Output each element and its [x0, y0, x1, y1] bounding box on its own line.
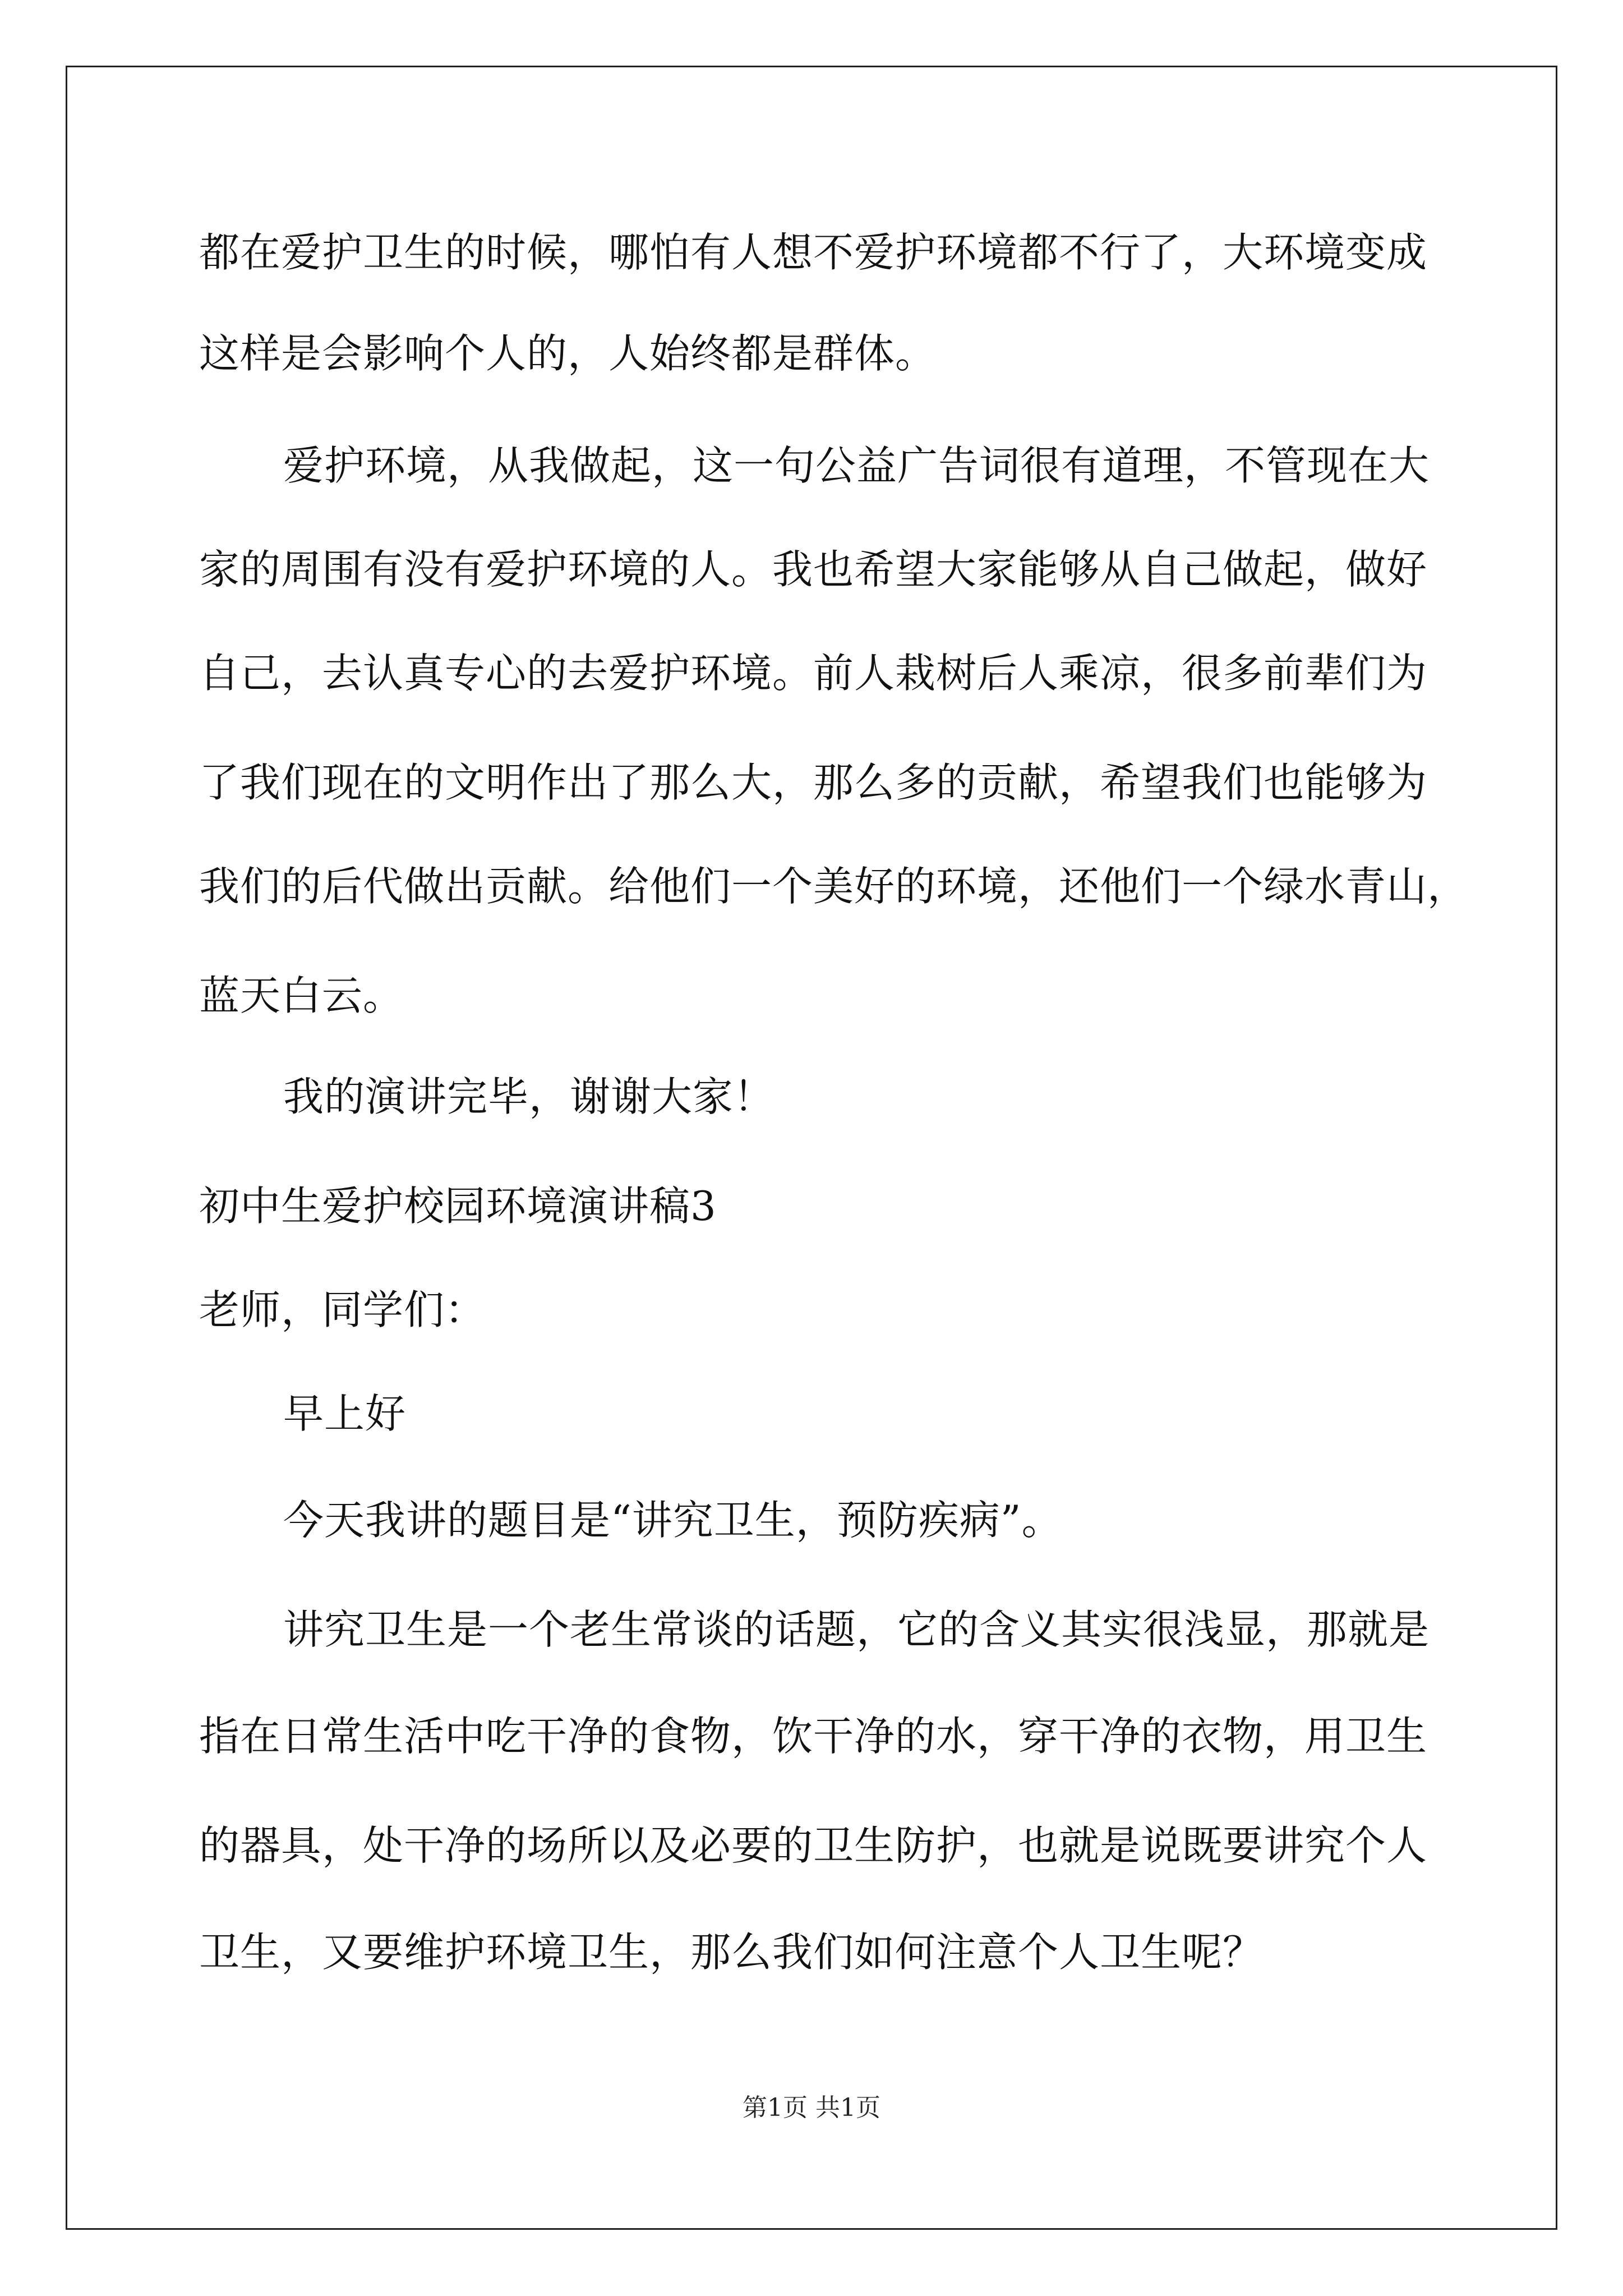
paragraph-line: 家的周围有没有爱护环境的人。我也希望大家能够从自己做起，做好: [199, 546, 1428, 593]
paragraph-line: 都在爱护卫生的时候，哪怕有人想不爱护环境都不行了，大环境变成: [199, 229, 1428, 276]
paragraph-line: 我们的后代做出贡献。给他们一个美好的环境，还他们一个绿水青山，: [199, 863, 1469, 910]
paragraph-line: 蓝天白云。: [199, 972, 404, 1019]
paragraph-line: 了我们现在的文明作出了那么大，那么多的贡献，希望我们也能够为: [199, 759, 1428, 806]
paragraph-line: 的器具，处干净的场所以及必要的卫生防护，也就是说既要讲究个人: [199, 1822, 1428, 1869]
section-title: 初中生爱护校园环境演讲稿3: [199, 1182, 717, 1230]
paragraph-line: 爱护环境，从我做起，这一句公益广告词很有道理，不管现在大: [283, 442, 1430, 489]
page-footer: 第1页 共1页: [743, 2093, 880, 2122]
paragraph-line: 今天我讲的题目是“讲究卫生，预防疾病”。: [283, 1497, 1063, 1544]
paragraph-line: 这样是会影响个人的，人始终都是群体。: [199, 330, 937, 377]
greeting: 早上好: [283, 1390, 407, 1437]
salutation: 老师，同学们：: [199, 1286, 486, 1333]
paragraph-line: 卫生，又要维护环境卫生，那么我们如何注意个人卫生呢？: [199, 1929, 1264, 1976]
page-border: [66, 66, 1557, 2230]
paragraph-line: 指在日常生活中吃干净的食物，饮干净的水，穿干净的衣物，用卫生: [199, 1713, 1428, 1760]
closing-line: 我的演讲完毕，谢谢大家！: [283, 1073, 775, 1120]
paragraph-line: 讲究卫生是一个老生常谈的话题，它的含义其实很浅显，那就是: [283, 1606, 1430, 1653]
paragraph-line: 自己，去认真专心的去爱护环境。前人栽树后人乘凉，很多前辈们为: [199, 650, 1428, 697]
